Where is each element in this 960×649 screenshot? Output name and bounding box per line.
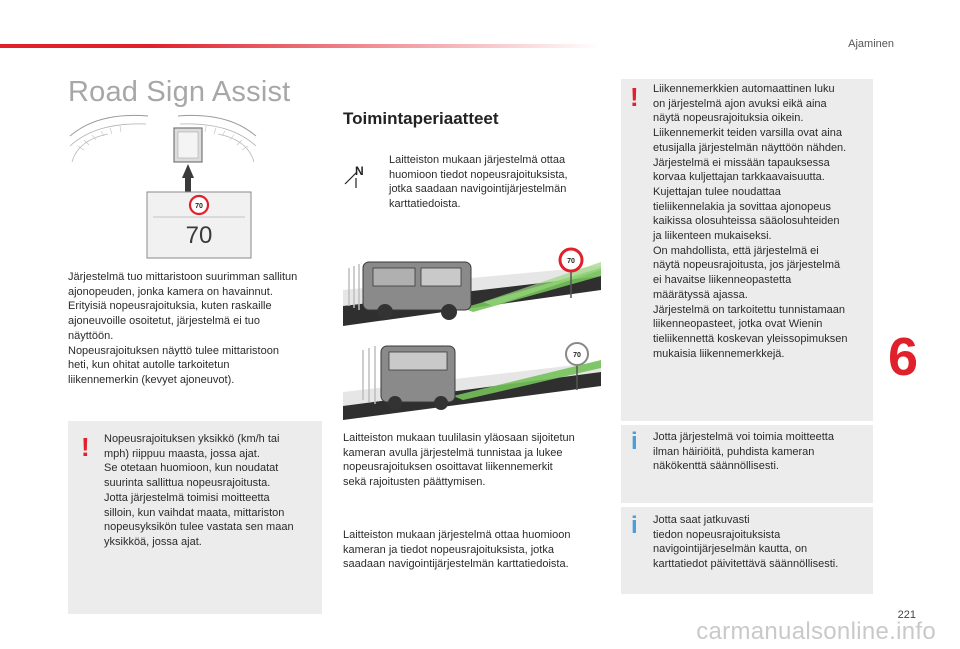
camera-cleaning-text: Jotta järjestelmä voi toimia moitteetta ilman häiriöitä, puhdista kameran näkökenttä säännöllisesti. <box>653 431 834 473</box>
svg-text:N: N <box>355 164 364 178</box>
page-number: 221 <box>897 609 916 621</box>
dashboard-speed-display: 70 <box>185 222 213 249</box>
navigation-text: Laitteiston mukaan järjestelmä ottaa huomioon tiedot nopeusrajoituksista, jotka saadaan navigointijärjestelmän karttatiedoista. <box>389 154 568 211</box>
unit-warning-text: Nopeusrajoituksen yksikkö (km/h tai mph) riippuu maasta, jossa ajat. Se otetaan huomioon, kun noudatat suurinta sallittua nopeusrajoitusta. Jotta järjestelmä toimisi moitteetta silloin, kun vaihdat maata, mittariston nopeusyksikön tulee vastata sen maan yksikköä, jossa ajat. <box>104 433 294 548</box>
combined-text: Laitteiston mukaan järjestelmä ottaa huomioon kameran ja tiedot nopeusrajoituksista, jotka saadaan navigointijärjestelmän karttatiedoista. <box>343 529 571 571</box>
camera-illustration <box>343 240 601 420</box>
limitations-warning-text: Liikennemerkkien automaattinen luku on järjestelmä ajon avuksi eikä aina näytä nopeusrajoituksia oikein. Liikennemerkit teiden varsilla ovat aina etusijalla järjestelmän näyttöön nähden. Järjestelmä ei missään tapauksessa korvaa kuljettajan tarkkaavaisuutta. Kujettajan tulee noudattaa tieliikennelakia ja sovittaa ajonopeus kaikissa olosuhteissa sääolosuhteiden ja liikenteen mukaiseksi. On mahdollista, että järjestelmä ei näytä nopeusrajoitusta, jos järjestelmä ei havaitse liikenneopastetta määrätyssä ajassa. Järjestelmä on tarkoitettu tunnistamaan liikenneopasteet, jotka ovat Wienin tieliikennettä koskevan yleissopimuksen mukaisia liikennemerkkejä. <box>653 83 848 360</box>
map-update-text: Jotta saat jatkuvasti tiedon nopeusrajoituksista navigointijärjeselmän kautta, on karttatiedot päivitettävä säännöllisesti. <box>653 514 839 571</box>
navigation-icon <box>343 160 373 190</box>
dashboard-illustration <box>68 106 258 262</box>
chapter-number: 6 <box>888 327 919 387</box>
section-heading: Toimintaperiaatteet <box>343 109 499 128</box>
info-icon: i <box>631 428 638 455</box>
info-icon: i <box>631 512 638 539</box>
header-accent-bar <box>0 44 600 48</box>
warning-icon: ! <box>630 82 639 112</box>
road-sign-70-bottom: 70 <box>573 352 581 359</box>
page-title: Road Sign Assist <box>68 76 291 108</box>
road-sign-70-top: 70 <box>567 258 575 265</box>
watermark: carmanualsonline.info <box>696 618 936 645</box>
dashboard-sign-value: 70 <box>195 203 203 210</box>
section-title: Ajaminen <box>848 38 894 50</box>
intro-text: Järjestelmä tuo mittaristoon suurimman sallitun ajonopeuden, jonka kamera on havainnut. Erityisiä nopeusrajoituksia, kuten raskaille ajoneuvoille osoitetut, järjestelmä ei tuo näyttöön. Nopeusrajoituksen näyttö tulee mittaristoon heti, kun ohitat autolle tarkoitetun liikennemerkin (kevyet ajoneuvot). <box>68 271 298 386</box>
camera-text: Laitteiston mukaan tuulilasin yläosaan sijoitetun kameran avulla järjestelmä tunnistaa ja lukee nopeusrajoituksen osoittavat liikennemerkit sekä rajoitusten päättymisen. <box>343 432 575 489</box>
warning-icon: ! <box>81 432 90 462</box>
